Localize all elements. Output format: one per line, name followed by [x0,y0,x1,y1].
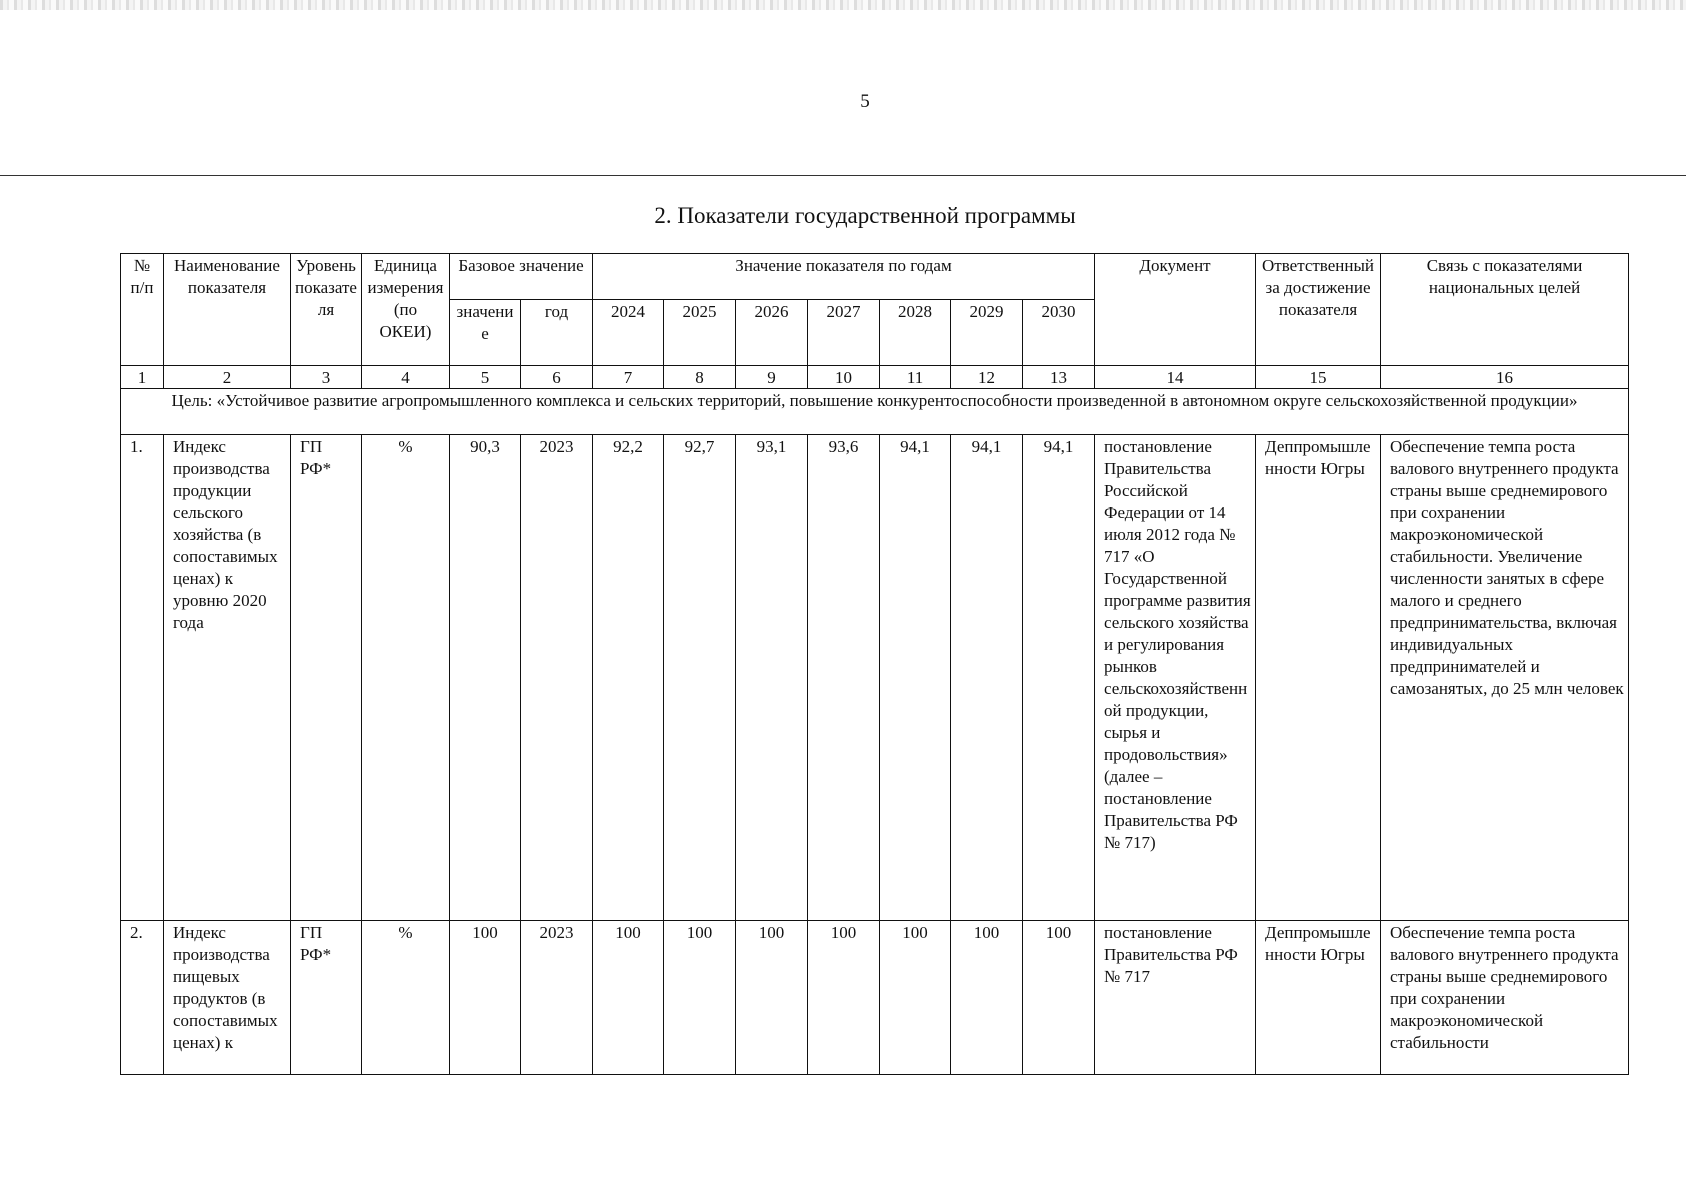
column-index: 14 [1095,366,1256,389]
column-index: 7 [593,366,664,389]
header-responsible: Ответственный за достижение показателя [1256,254,1381,366]
year-value: 100 [593,921,664,1075]
column-index: 3 [291,366,362,389]
indicator-name: Индекс производства продукции сельского хозяйства (в сопоставимых ценах) к уровню 2020 года [164,435,291,921]
responsible-body: Деппромышленности Югры [1256,921,1381,1075]
year-value: 100 [951,921,1023,1075]
header-year: 2027 [808,300,880,366]
scan-artifact [0,0,1686,10]
base-value: 90,3 [450,435,521,921]
section-title: 2. Показатели государственной программы [654,203,1076,228]
row-number: 1. [121,435,164,921]
header-year: 2028 [880,300,951,366]
regulatory-document: постановление Правительства РФ № 717 [1095,921,1256,1075]
year-value: 93,1 [736,435,808,921]
column-index: 15 [1256,366,1381,389]
header-national-goals: Связь с показателями национальных целей [1381,254,1629,366]
year-value: 92,7 [664,435,736,921]
header-row-number: № п/п [121,254,164,366]
national-goals-link: Обеспечение темпа роста валового внутреннего продукта страны выше среднемирового при сохранении макроэкономической стабильности [1381,921,1629,1075]
header-year: 2029 [951,300,1023,366]
header-year: 2026 [736,300,808,366]
indicator-unit: % [362,921,450,1075]
column-index: 6 [521,366,593,389]
year-value: 100 [808,921,880,1075]
table-row [121,435,1629,921]
header-document: Документ [1095,254,1256,366]
header-base-value: Базовое значение [450,254,593,300]
header-row-1 [121,254,1629,300]
year-value: 94,1 [880,435,951,921]
base-value: 100 [450,921,521,1075]
header-year: 2030 [1023,300,1095,366]
header-indicator-level: Уровень показателя [291,254,362,366]
indicator-name: Индекс производства пищевых продуктов (в сопоставимых ценах) к [164,921,291,1075]
column-index: 2 [164,366,291,389]
header-values-by-year: Значение показателя по годам [593,254,1095,300]
indicator-unit: % [362,435,450,921]
indicator-level: ГП РФ* [291,435,362,921]
year-value: 100 [1023,921,1095,1075]
column-index: 12 [951,366,1023,389]
base-year: 2023 [521,435,593,921]
year-value: 100 [664,921,736,1075]
year-value: 94,1 [1023,435,1095,921]
page-number: 5 [860,91,870,112]
header-base-value-year: год [521,300,593,366]
table-row [121,921,1629,1075]
column-index: 13 [1023,366,1095,389]
header-base-value-value: значение [450,300,521,366]
year-value: 100 [880,921,951,1075]
national-goals-link: Обеспечение темпа роста валового внутреннего продукта страны выше среднемирового при сохранении макроэкономической стабильности. Увеличение численности занятых в сфере малого и среднего предпринимательства, включая индивидуальных предпринимателей и самозанятых, до 25 млн человек [1381,435,1629,921]
header-year: 2024 [593,300,664,366]
year-value: 94,1 [951,435,1023,921]
column-index: 10 [808,366,880,389]
column-index: 11 [880,366,951,389]
header-indicator-name: Наименование показателя [164,254,291,366]
base-year: 2023 [521,921,593,1075]
goal-row [121,389,1629,435]
header-unit: Единица измерения (по ОКЕИ) [362,254,450,366]
responsible-body: Деппромышленности Югры [1256,435,1381,921]
row-number: 2. [121,921,164,1075]
indicators-table [120,253,1629,1075]
column-index: 4 [362,366,450,389]
header-year: 2025 [664,300,736,366]
year-value: 93,6 [808,435,880,921]
column-index: 5 [450,366,521,389]
column-index: 8 [664,366,736,389]
column-index: 9 [736,366,808,389]
year-value: 92,2 [593,435,664,921]
page-separator [0,175,1686,176]
column-index: 1 [121,366,164,389]
column-index: 16 [1381,366,1629,389]
regulatory-document: постановление Правительства Российской Федерации от 14 июля 2012 года № 717 «О Государственной программе развития сельского хозяйства и регулирования рынков сельскохозяйственной продукции, сырья и продовольствия» (далее – постановление Правительства РФ № 717) [1095,435,1256,921]
indicator-level: ГП РФ* [291,921,362,1075]
program-goal: Цель: «Устойчивое развитие агропромышленного комплекса и сельских территорий, повышение конкурентоспособности произведенной в автономном округе сельскохозяйственной продукции» [121,389,1629,435]
column-index-row [121,366,1629,389]
year-value: 100 [736,921,808,1075]
